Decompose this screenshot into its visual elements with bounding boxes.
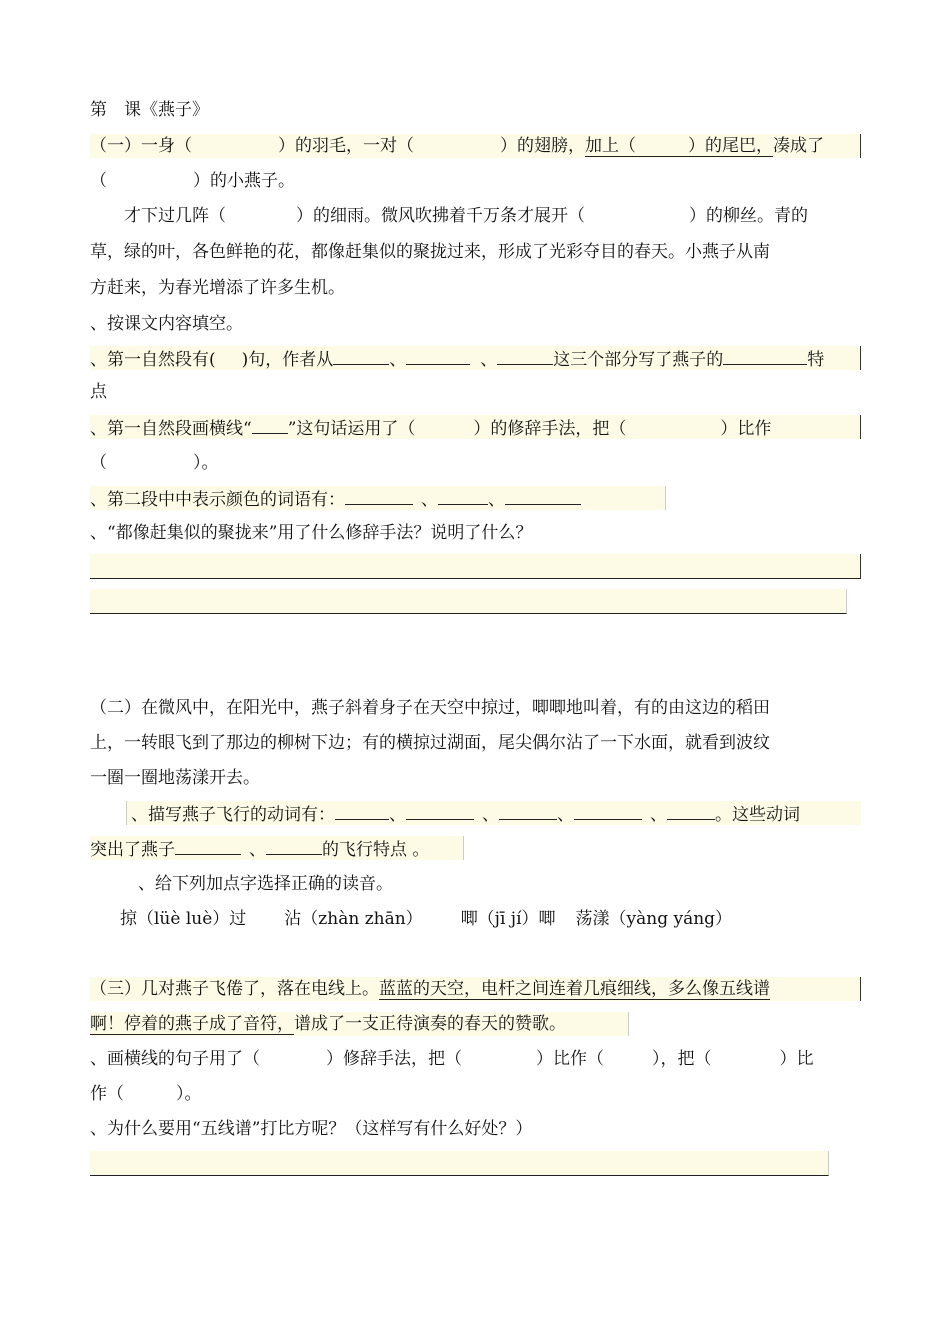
s3-text: ）。 [176, 1084, 202, 1104]
s3-para-line-1 [90, 977, 861, 1001]
s3-question-1 [90, 1047, 860, 1071]
s1-text: 、 [480, 350, 498, 370]
s1-text: 才下过几阵（ [124, 206, 226, 226]
s3-underlined: 啊！停着的燕子成了音符， [90, 1014, 294, 1034]
answer-line[interactable] [90, 589, 847, 614]
s2-text: 的飞行特点 。 [322, 840, 430, 860]
s3-text: （三）几对燕子飞倦了，落在电线上。 [90, 979, 379, 999]
s1-question-1 [90, 346, 861, 370]
pinyin-option[interactable]: 沾（zhàn zhān） [284, 909, 423, 929]
answer-blank[interactable] [499, 801, 557, 820]
s3-text: ）比作（ [536, 1049, 604, 1069]
s2-text: 突出了燕子 [90, 840, 175, 860]
s1-text: ）比作 [720, 419, 772, 439]
s3-text: ）修辞手法，把（ [326, 1049, 462, 1069]
s1-text: ）的翅膀， [500, 136, 585, 156]
s1-text: ”这句话运用了（ [287, 419, 416, 439]
s1-text: 、第一自然段画横线“ [90, 419, 252, 439]
s2-text: 。这些动词 [715, 805, 800, 825]
answer-blank[interactable] [667, 801, 715, 820]
s2-question-1-cont [90, 836, 464, 860]
s3-question-1-cont [90, 1082, 202, 1106]
answer-blank[interactable] [406, 801, 474, 820]
s3-underlined: 蓝蓝的天空，电杆之间连着几痕细线，多么像五线谱 [379, 979, 770, 999]
s1-text: ）的柳丝。青的 [689, 206, 808, 226]
answer-blank[interactable] [505, 486, 581, 505]
s2-text: 、 [389, 805, 406, 825]
s1-text: 这三个部分写了燕子的 [553, 350, 724, 370]
s2-question-2: 、给下列加点字选择正确的读音。 [138, 874, 393, 894]
s1-para-line-2: 草，绿的叶，各色鲜艳的花，都像赶集似的聚拢过来，形成了光彩夺目的春天。小燕子从南 [90, 242, 770, 262]
s2-para-line-1: （二）在微风中，在阳光中，燕子斜着身子在天空中掠过，唧唧地叫着，有的由这边的稻田 [90, 698, 770, 718]
s1-text: ）的小燕子。 [193, 171, 295, 191]
s1-para-line-3: 方赶来，为春光增添了许多生机。 [90, 278, 345, 298]
answer-blank[interactable] [574, 801, 642, 820]
s1-text: ）。 [193, 453, 219, 473]
s1-underlined: 加上（ ）的尾巴， [585, 136, 773, 156]
s1-text: （一）一身（ [90, 136, 192, 156]
pinyin-option[interactable]: 荡漾（yàng yáng） [575, 909, 733, 929]
s1-text: 、第二段中中表示颜色的词语有： [90, 490, 345, 510]
s2-text: 、 [249, 840, 266, 860]
s2-text: 、 [650, 805, 667, 825]
s1-text: 、 [421, 490, 438, 510]
s2-para-line-2: 上，一转眼飞到了那边的柳树下边；有的横掠过湖面，尾尖偶尔沾了一下水面，就看到波纹 [90, 733, 770, 753]
s1-question-intro: 、按课文内容填空。 [90, 314, 243, 334]
s3-text: 、画横线的句子用了（ [90, 1049, 260, 1069]
s2-para-line-3: 一圈一圈地荡漾开去。 [90, 768, 260, 788]
s3-question-2: 、为什么要用“五线谱”打比方呢？（这样写有什么好处？） [90, 1119, 533, 1139]
answer-line[interactable] [90, 554, 861, 579]
s1-text: ）的羽毛，一对（ [278, 136, 414, 156]
answer-blank[interactable] [175, 836, 241, 855]
s1-fill-line-2 [90, 169, 295, 193]
s1-text: 、 [488, 490, 505, 510]
answer-blank[interactable] [438, 486, 488, 505]
s2-question-1 [126, 801, 861, 825]
s3-text: 作（ [90, 1084, 124, 1104]
answer-blank[interactable] [497, 346, 553, 365]
s3-text: ），把（ [652, 1049, 712, 1069]
s1-text: 、 [389, 350, 407, 370]
s1-text: 、第一自然段有( [90, 350, 216, 370]
lesson-title: 第 课《燕子》 [90, 100, 209, 120]
s1-text: )句，作者从 [241, 350, 334, 370]
s1-text: 特 [807, 350, 825, 370]
s1-question-1-cont: 点 [90, 382, 107, 402]
s3-para-line-2 [90, 1012, 629, 1036]
s2-pinyin-row [120, 907, 732, 931]
s1-text: （ [90, 453, 107, 473]
s1-text: 凑成了 [773, 136, 824, 156]
s1-text: ）的细雨。微风吹拂着千万条才展开（ [296, 206, 585, 226]
s1-fill-line-1 [90, 134, 861, 158]
s1-text: （ [90, 171, 107, 191]
pinyin-option[interactable]: 唧（jī jí）唧 [460, 909, 556, 929]
s1-question-3 [90, 486, 666, 510]
answer-blank[interactable] [406, 346, 470, 365]
answer-blank[interactable] [335, 801, 389, 820]
s1-question-2-cont [90, 451, 219, 475]
s1-question-2 [90, 415, 861, 439]
s1-text: ）的修辞手法，把（ [473, 419, 627, 439]
answer-blank[interactable] [345, 486, 413, 505]
s3-text: ）比 [779, 1049, 814, 1069]
s1-para-line-1 [124, 204, 808, 228]
pinyin-option[interactable]: 掠（lüè luè）过 [120, 909, 247, 929]
answer-blank[interactable] [723, 346, 807, 365]
answer-blank[interactable] [266, 836, 322, 855]
s2-text: 、 [557, 805, 574, 825]
s2-text: 、 [482, 805, 499, 825]
s1-question-4: 、“都像赶集似的聚拢来”用了什么修辞手法？说明了什么？ [90, 523, 533, 543]
answer-blank[interactable] [333, 346, 389, 365]
s2-text: 、描写燕子飞行的动词有： [131, 805, 335, 825]
answer-line[interactable] [90, 1151, 829, 1176]
s3-text: 谱成了一支正待演奏的春天的赞歌。 [294, 1014, 566, 1034]
answer-blank[interactable] [252, 415, 288, 434]
